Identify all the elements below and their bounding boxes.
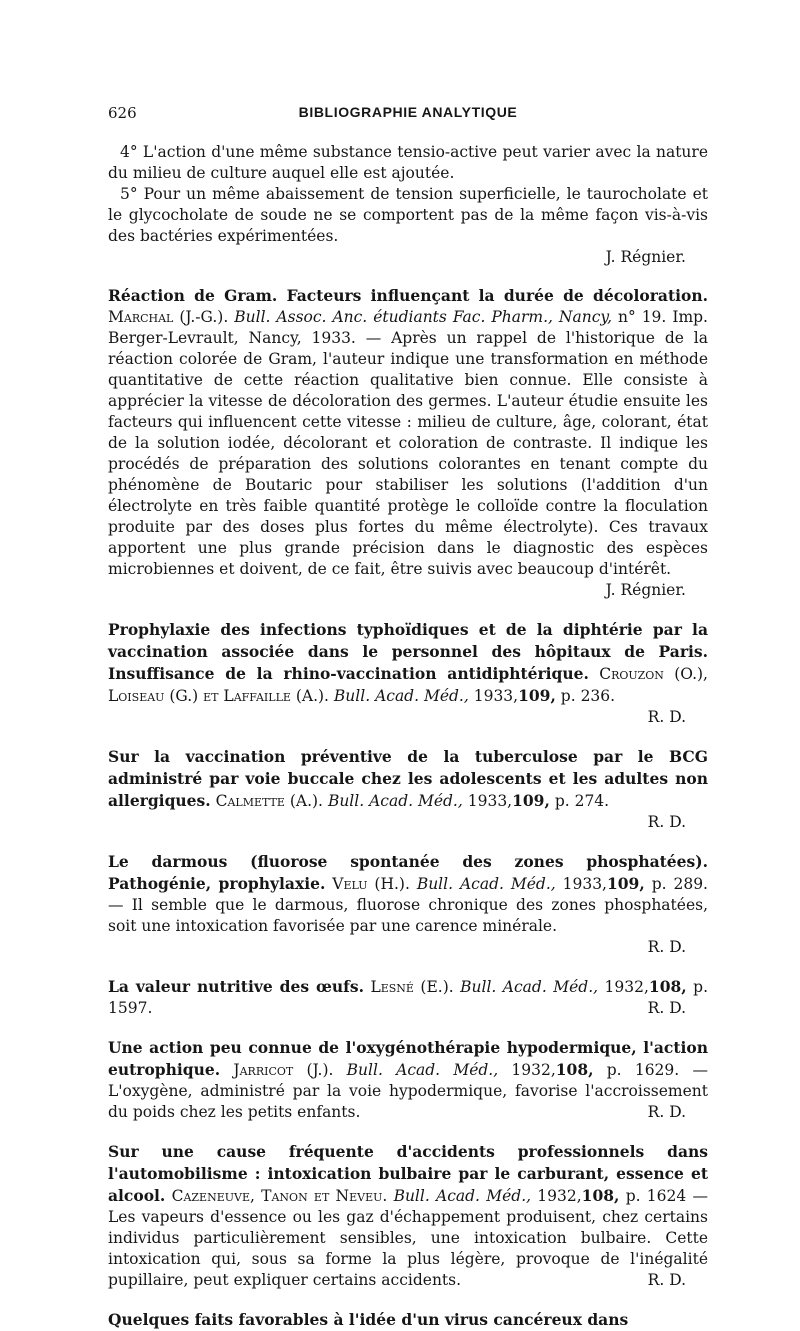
signature: R. D.: [647, 813, 686, 831]
entry-authors: Crouzon (O.), Loiseau (G.) et Laffaille (A.).: [108, 665, 708, 705]
entry-year: 1932,: [604, 978, 649, 996]
bibliography-entry: [108, 851, 708, 958]
page-number: 626: [108, 104, 137, 122]
entry-journal: Bull. Acad. Méd.,: [346, 1061, 499, 1079]
signature: R. D.: [647, 708, 686, 726]
signature: J. Régnier.: [605, 248, 686, 266]
signature: R. D.: [647, 999, 686, 1017]
entry-authors: Cazeneuve, Tanon et Neveu.: [171, 1187, 388, 1205]
intro-continuation: [108, 142, 708, 268]
bibliography-entry: [108, 285, 708, 601]
entry-title: Une action peu connue de l'oxygénothérapie hypodermique, l'action eutrophique.: [108, 1038, 708, 1079]
entry-volume: 109,: [518, 686, 556, 705]
entry-paragraph: [108, 285, 708, 599]
entry-year: 1933,: [562, 875, 607, 893]
entry-abstract: — Après un rappel de l'historique de la réaction colorée de Gram, l'auteur indique une transformation en méthode quantitative de cette réaction qualitative bien connue. Elle consiste à apprécier la vitesse de décoloration des germes. L'auteur étudie ensuite les facteurs qui influencent cette vitesse : milieu de culture, âge, colorant, état de la solution iodée, décolorant et coloration de contraste. Il indique les procédés de préparation des solutions colorantes en tenant compte du phénomène de Boutaric pour stabiliser les solutions (l'addition d'un électrolyte en très faible quantité protège le colloïde contre la floculation produite par des doses plus fortes du même électrolyte). Ces travaux apportent une plus grande précision dans le diagnostic des espèces microbiennes et doivent, de ce fait, être suivis avec beaucoup d'intérêt.: [108, 329, 708, 578]
entry-title: Sur la vaccination préventive de la tuberculose par le BCG administré par voie buccale chez les adolescents et les adultes non allergiques.: [108, 747, 708, 810]
bibliography-entry: [108, 746, 708, 833]
bibliography-entry: [108, 1037, 708, 1123]
entry-title: Réaction de Gram. Facteurs influençant la durée de décoloration.: [108, 286, 708, 305]
signature: R. D.: [647, 938, 686, 956]
entry-paragraph: [108, 1141, 708, 1291]
entry-paragraph: [108, 1037, 708, 1123]
intro-item-4: 4° L'action d'une même substance tensio-active peut varier avec la nature du milieu de culture auquel elle est ajoutée.: [108, 143, 708, 182]
entry-title: Prophylaxie des infections typhoïdiques et de la diphtérie par la vaccination associée dans le personnel des hôpitaux de Paris. Insuffisance de la rhino-vaccination antidiphtérique.: [108, 620, 708, 683]
signature: J. Régnier.: [605, 581, 686, 599]
entry-title: Sur une cause fréquente d'accidents professionnels dans l'automobilisme : intoxication bulbaire par le carburant, essence et alcool.: [108, 1142, 708, 1205]
entry-authors: Velu (H.).: [332, 875, 410, 893]
entry-pages: p. 1629.: [606, 1061, 680, 1079]
entry-pages: p. 289.: [651, 875, 708, 893]
entry-volume: 109,: [606, 874, 645, 893]
entry-volume: 108,: [581, 1186, 620, 1205]
entry-journal: Bull. Acad. Méd.,: [333, 687, 469, 705]
entry-pages: p. 236.: [560, 687, 616, 705]
entry-paragraph: [108, 746, 708, 812]
bibliography-entry: [108, 619, 708, 728]
entry-journal: Bull. Acad. Méd.,: [416, 875, 556, 893]
page-header: [108, 104, 708, 126]
entry-authors: Calmette (A.).: [215, 792, 323, 810]
signature: R. D.: [647, 1103, 686, 1121]
entry-paragraph: [108, 619, 708, 707]
entry-abstract: — Les vapeurs d'essence ou les gaz d'échappement produisent, chez certains individus particulièrement sensibles, une intoxication bulbaire. Cette intoxication qui, sous sa forme la plus légère, provoque de l'inégalité pupillaire, peut expliquer certains accidents.: [108, 1187, 708, 1289]
running-title: BIBLIOGRAPHIE ANALYTIQUE: [298, 104, 518, 120]
entry-year: 1932,: [537, 1187, 582, 1205]
entry-abstract: — Il semble que le darmous, fluorose chronique des zones phosphatées, soit une intoxication favorisée par une carence minérale.: [108, 896, 708, 935]
entry-volume: 108,: [648, 977, 687, 996]
entry-pages: p. 1624: [625, 1187, 687, 1205]
signature: R. D.: [647, 1271, 686, 1289]
entry-year: 1933,: [467, 792, 513, 810]
entry-journal: Bull. Acad. Méd.,: [393, 1187, 532, 1205]
entry-volume: 109,: [512, 791, 550, 810]
entry-journal: Bull. Acad. Méd.,: [460, 978, 599, 996]
entry-pages: p. 274.: [554, 792, 610, 810]
entry-title: Le darmous (fluorose spontanée des zones phosphatées). Pathogénie, prophylaxie.: [108, 852, 708, 893]
entry-pages: p. 1597.: [108, 978, 708, 1017]
entry-paragraph: [108, 976, 708, 1019]
entry-title: La valeur nutritive des œufs.: [108, 977, 364, 996]
bibliography-entry: [108, 976, 708, 1019]
entry-authors: Lesné (E.).: [370, 978, 454, 996]
bibliography-entry: [108, 1309, 708, 1331]
entry-authors: Jarricot (J.).: [233, 1061, 334, 1079]
entry-paragraph: [108, 1309, 708, 1331]
bibliography-entry: [108, 1141, 708, 1291]
entry-year: 1932,: [511, 1061, 556, 1079]
entry-abstract: — L'oxygène, administré par la voie hypodermique, favorise l'accroissement du poids chez les petits enfants.: [108, 1061, 708, 1121]
document-page: [108, 104, 708, 1331]
entry-journal: Bull. Acad. Méd.,: [327, 792, 463, 810]
entry-year: 1933,: [473, 687, 519, 705]
entry-authors: Marchal (J.-G.).: [108, 308, 229, 326]
intro-item-5-text: 5° Pour un même abaissement de tension superficielle, le taurocholate et le glycocholate de soude ne se comportent pas de la même façon vis-à-vis des bactéries expérimentées.: [108, 185, 708, 245]
entry-volume: 108,: [555, 1060, 594, 1079]
entry-title: Quelques faits favorables à l'idée d'un virus cancéreux dans: [108, 1310, 629, 1329]
entry-paragraph: [108, 851, 708, 937]
entry-journal: Bull. Assoc. Anc. étudiants Fac. Pharm., Nancy,: [234, 308, 613, 326]
entry-reference: n° 19. Imp. Berger-Levrault, Nancy, 1933.: [108, 308, 708, 347]
intro-item-5: [108, 184, 708, 247]
